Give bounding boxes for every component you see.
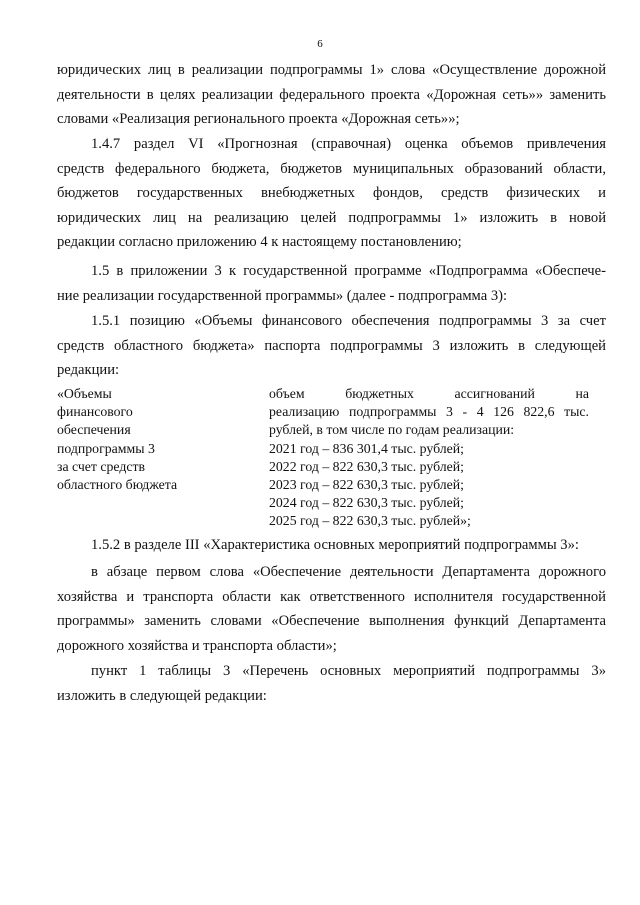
text-line: средств областного бюджета» паспорта подпрограммы 3 изложить в следующей [57,337,606,354]
text-line: бюджетов государственных внебюджетных фондов, средств физических и [57,185,606,202]
text-line: редакции: [57,362,120,379]
table-value-line: рублей, в том числе по годам реализации: [269,422,515,438]
text-line: в абзаце первом слова «Обеспечение деятельности Департамента дорожного [91,564,606,580]
text-line: редакции согласно приложению 4 к настоящему постановлению; [57,234,462,251]
table-value-line: объем бюджетных ассигнований на [269,386,589,401]
funding-table-value [269,385,589,531]
text-line: изложить в следующей редакции: [57,687,267,704]
text-line: 1.5.1 позицию «Объемы финансового обеспечения подпрограммы 3 за счет [91,313,606,329]
paragraph-first-abzac [57,560,606,658]
text-line: программы» заменить словами «Обеспечение выполнения функций Департамента [57,613,606,630]
paragraph-1-4-7 [57,132,606,255]
table-label-line: «Объемы [57,386,112,401]
table-label-line: финансового [57,404,133,420]
table-label-line: обеспечения [57,422,131,438]
text-line: юридических лиц в реализации подпрограммы 1» слова «Осуществление дорожной [57,62,606,78]
year-amount-line: 2021 год – 836 301,4 тыс. рублей; [269,440,464,456]
paragraph-1-5-1 [57,309,606,383]
text-line: хозяйства и транспорта области как ответственного исполнителя государственной [57,588,606,605]
year-amount-line: 2022 год – 822 630,3 тыс. рублей; [269,458,464,474]
text-line: 1.5.2 в разделе III «Характеристика основных мероприятий подпрограммы 3»: [91,537,579,553]
year-amount-line: 2025 год – 822 630,3 тыс. рублей»; [269,513,471,529]
table-label-line: за счет средств [57,458,146,474]
text-line: словами «Реализация регионального проекта «Дорожная сеть»»; [57,111,460,128]
text-line: дорожного хозяйства и транспорта области»; [57,637,337,654]
table-label-line: областного бюджета [57,477,178,493]
text-line: пункт 1 таблицы 3 «Перечень основных мероприятий подпрограммы 3» [91,663,606,679]
year-amount-line: 2024 год – 822 630,3 тыс. рублей; [269,495,464,511]
table-label-line: подпрограммы 3 [57,440,155,456]
year-amount-line: 2023 год – 822 630,3 тыс. рублей; [269,477,464,493]
text-line: ние реализации государственной программы» (далее - подпрограмма 3): [57,287,508,304]
paragraph-1-5-2 [57,533,606,558]
funding-table-label [57,385,237,494]
text-line: средств федерального бюджета, бюджетов муниципальных образований области, [57,160,606,177]
text-line: юридических лиц на реализацию целей подпрограммы 1» изложить в новой [57,209,606,226]
page-number: 6 [317,38,323,50]
table-value-line: реализацию подпрограммы 3 - 4 126 822,6 тыс. [269,404,589,420]
text-line: 1.5 в приложении 3 к государственной программе «Подпрограмма «Обеспече- [91,263,606,279]
text-line: 1.4.7 раздел VI «Прогнозная (справочная) оценка объемов привлечения [91,136,606,152]
text-line: деятельности в целях реализации федерального проекта «Дорожная сеть»» заменить [57,86,606,103]
paragraph-1 [57,58,606,132]
paragraph-table-3 [57,659,606,708]
paragraph-1-5 [57,259,606,308]
